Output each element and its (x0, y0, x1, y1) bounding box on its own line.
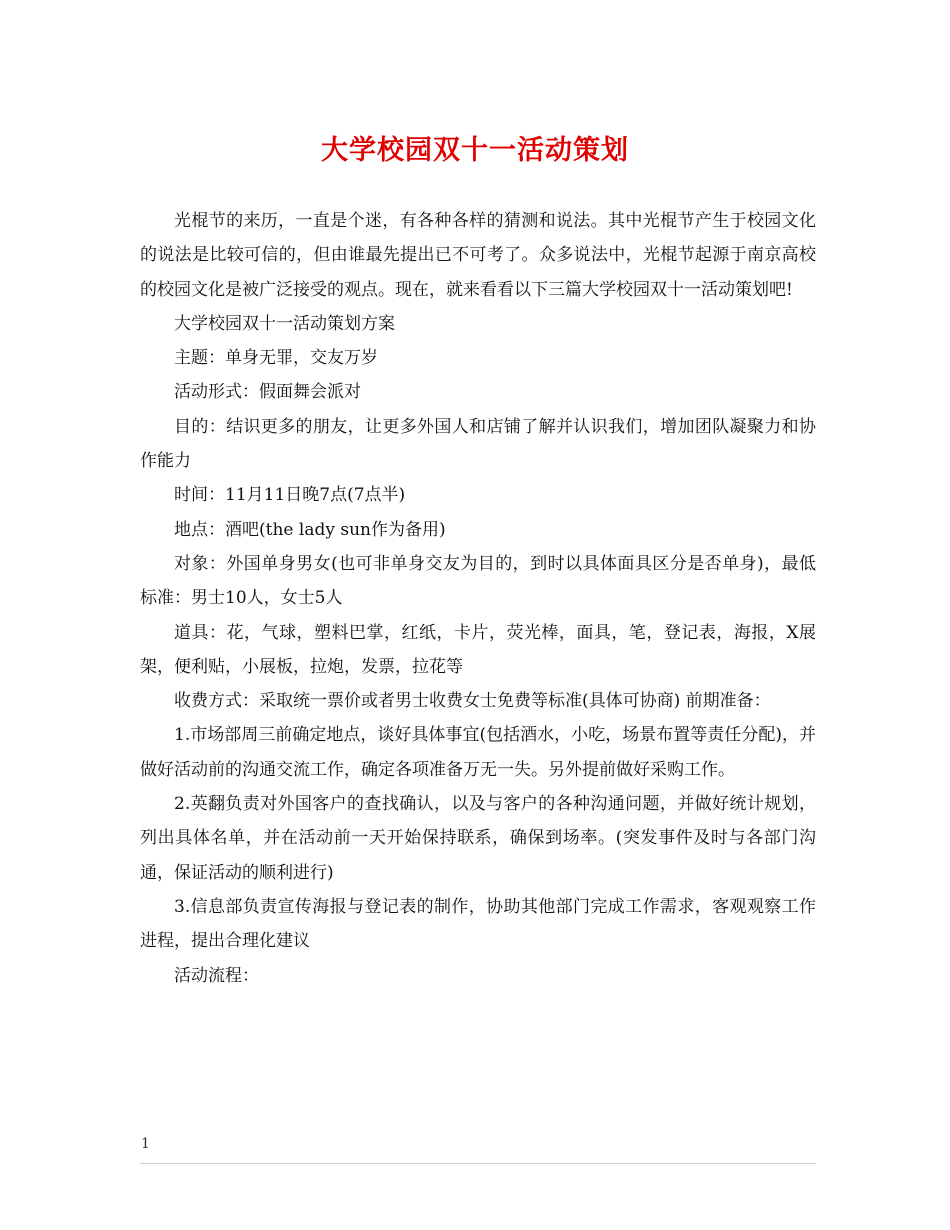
paragraph-fees: 收费方式：采取统一票价或者男士收费女士免费等标准(具体可协商) 前期准备： (174, 691, 771, 712)
paragraph-format: 活动形式：假面舞会派对 (174, 382, 361, 403)
document-title: 大学校园双十一活动策划 (321, 135, 629, 166)
page-number: 1 (141, 1136, 150, 1152)
paragraph-audience: 对象：外国单身男女(也可非单身交友为目的，到时以具体面具区分是否单身)，最低标准：男士10人，女士5人 (140, 553, 816, 609)
paragraph-step-2: 2.英翻负责对外国客户的查找确认，以及与客户的各种沟通问题，并做好统计规划，列出具体名单，并在活动前一天开始保持联系，确保到场率。(突发事件及时与各部门沟通，保证活动的顺利进行) (140, 794, 816, 883)
paragraph-step-1: 1.市场部周三前确定地点，谈好具体事宜(包括酒水，小吃，场景布置等责任分配)，并做好活动前的沟通交流工作，确定各项准备万无一失。另外提前做好采购工作。 (140, 725, 816, 780)
paragraph-process-heading: 活动流程： (174, 965, 259, 986)
paragraph-time: 时间：11月11日晚7点(7点半) (174, 485, 406, 506)
document-body (140, 204, 816, 993)
paragraph-location: 地点：酒吧(the lady sun作为备用) (174, 519, 446, 540)
paragraph-purpose: 目的：结识更多的朋友，让更多外国人和店铺了解并认识我们，增加团队凝聚力和协作能力 (140, 416, 816, 472)
footer-divider (140, 1163, 816, 1164)
paragraph-plan-heading: 大学校园双十一活动策划方案 (174, 313, 395, 334)
paragraph-step-3: 3.信息部负责宣传海报与登记表的制作，协助其他部门完成工作需求，客观观察工作进程，提出合理化建议 (140, 896, 816, 952)
paragraph-props: 道具：花，气球，塑料巴掌，红纸，卡片，荧光棒，面具，笔，登记表，海报，X展架，便利贴，小展板，拉炮，发票，拉花等 (140, 622, 816, 677)
paragraph-theme: 主题：单身无罪，交友万岁 (174, 348, 378, 369)
paragraph-intro: 光棍节的来历，一直是个迷，有各种各样的猜测和说法。其中光棍节产生于校园文化的说法是比较可信的，但由谁最先提出已不可考了。众多说法中，光棍节起源于南京高校的校园文化是被广泛接受的观点。现在，就来看看以下三篇大学校园双十一活动策划吧! (140, 211, 816, 300)
